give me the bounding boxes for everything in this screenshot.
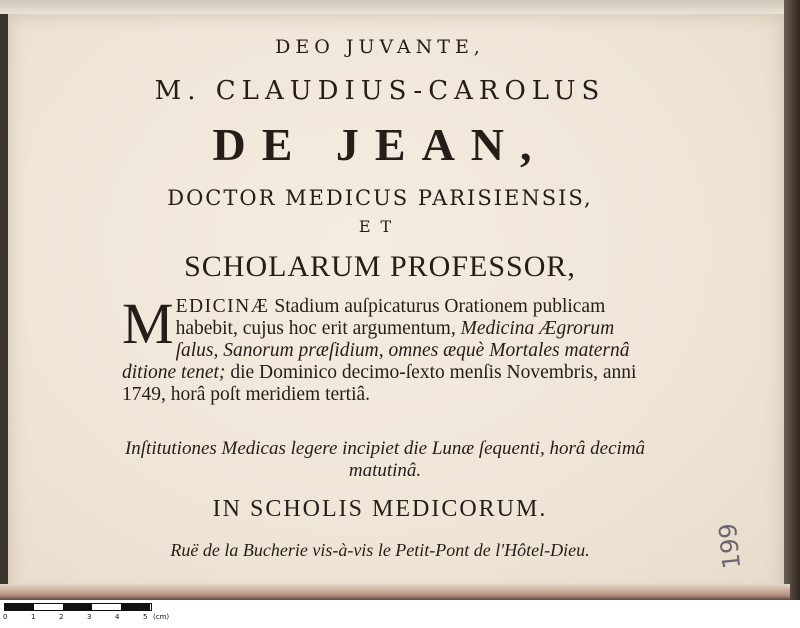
page-bottom-edge: [0, 584, 790, 600]
scale-tick: 1: [31, 613, 36, 621]
address-line: Ruë de la Bucherie vis-à-vis le Petit-Pont de l'Hôtel-Dieu.: [170, 540, 590, 560]
invocation-line: DEO JUVANTE,: [275, 36, 485, 58]
handwritten-folio-number: 199: [713, 521, 747, 571]
scale-tick: 4: [115, 613, 120, 621]
author-name-line: M. CLAUDIUS-CAROLUS: [154, 76, 606, 106]
conjunction-line: ET: [358, 217, 402, 236]
scale-tick: 3: [87, 613, 92, 621]
oration-argument: Medicina Ægrorum ſalus, Sanorum præſidium, omnes æquè Mortales maternâ ditione tenet;: [122, 318, 630, 383]
announcement-paragraph: [122, 291, 650, 406]
top-page-strip: [0, 0, 800, 14]
scale-tick: 2: [59, 613, 64, 621]
scale-bar: [4, 603, 152, 611]
lectures-notice: Inſtitutiones Medicas legere incipiet die Lunæ ſequenti, horâ decimâ matutinâ.: [124, 438, 646, 481]
scale-unit: (cm): [153, 613, 170, 621]
location-heading: IN SCHOLIS MEDICORUM.: [212, 496, 548, 522]
body-text-end: die Dominico decimo-ſexto menſis Novembris, anni 1749, horâ poſt meridiem tertiâ.: [122, 362, 637, 405]
scale-tick: 5: [143, 613, 148, 621]
drop-cap: M: [122, 291, 174, 356]
body-text: Stadium auſpicaturus Orationem publicam habebit, cujus hoc erit argumentum,: [175, 296, 606, 339]
professor-heading: SCHOLARUM PROFESSOR,: [184, 250, 576, 283]
surname-heading: DE JEAN,: [212, 119, 548, 170]
scale-ruler: [0, 600, 800, 628]
title-line: DOCTOR MEDICUS PARISIENSIS,: [167, 186, 593, 210]
book-spine-edge: [784, 0, 800, 600]
lead-word: EDICINÆ: [175, 296, 270, 317]
scale-tick: 0: [3, 613, 8, 621]
